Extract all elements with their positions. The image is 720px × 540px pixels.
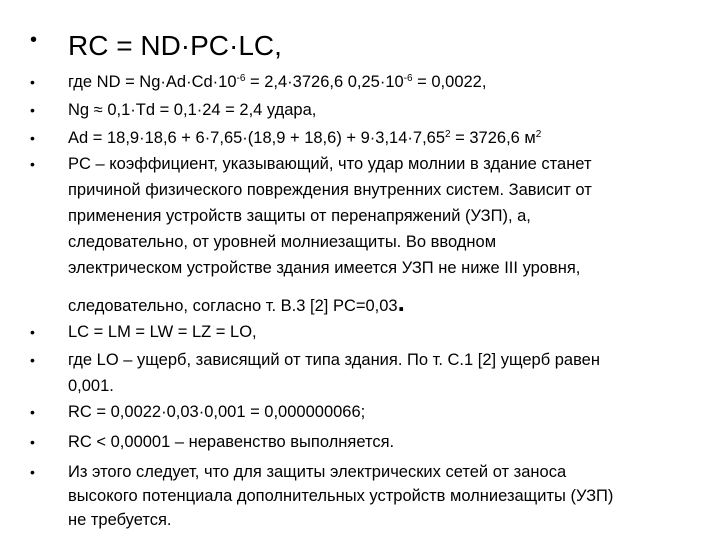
pc-text-line: электрическом устройстве здания имеется УЗП не ниже III уровня, (68, 259, 581, 277)
ad-formula (68, 126, 698, 150)
bullet: • (30, 102, 35, 118)
bullet: • (30, 324, 35, 340)
bullet: • (30, 130, 35, 146)
rc-result: RC = 0,0022·0,03·0,001 = 0,000000066; (68, 403, 366, 421)
nd-formula (68, 70, 698, 94)
pc-text-line: следовательно, от уровней молниезащиты. Во вводном (68, 233, 497, 251)
bullet: • (30, 434, 35, 450)
nd-exponent: -6 (403, 73, 413, 84)
nd-exponent: -6 (236, 73, 246, 84)
pc-text-line: причиной физического повреждения внутренних систем. Зависит от (68, 181, 592, 199)
lo-text-line: 0,001. (68, 377, 114, 395)
nd-formula-part: где ND = Ng·Ad·Cd·10 (68, 73, 237, 91)
ad-formula-part: Ad = 18,9·18,6 + 6·7,65·(18,9 + 18,6) + 9·3,14·7,65 (68, 129, 446, 147)
inequality-text: RC < 0,00001 – неравенство выполняется. (68, 433, 395, 451)
conclusion-text-line: Из этого следует, что для защиты электрических сетей от заноса (68, 463, 567, 481)
lo-text-line: где LO – ущерб, зависящий от типа здания. По т. С.1 [2] ущерб равен (68, 351, 600, 369)
bullet: • (30, 29, 38, 51)
ad-exponent: 2 (535, 129, 542, 140)
bullet: • (30, 156, 35, 172)
pc-text-line: PC – коэффициент, указывающий, что удар молнии в здание станет (68, 155, 592, 173)
pc-text-line: применения устройств защиты от перенапряжений (УЗП), а, (68, 207, 531, 225)
bullet: • (30, 352, 35, 368)
bullet: • (30, 74, 35, 90)
bullet: • (30, 464, 35, 480)
conclusion-text-line: высокого потенциала дополнительных устройств молниезащиты (УЗП) (68, 487, 614, 505)
ad-exponent: 2 (445, 129, 451, 140)
slide-title: RC = ND·PC·LC, (68, 30, 282, 61)
bullet: • (30, 404, 35, 420)
pc-dot: . (397, 287, 405, 317)
pc-conclusion: следовательно, согласно т. В.3 [2] PC=0,03 (68, 297, 398, 315)
lc-formula: LC = LM = LW = LZ = LO, (68, 323, 257, 341)
conclusion-text-line: не требуется. (68, 511, 172, 529)
pc-text-last-line (68, 287, 698, 318)
nd-formula-part: = 2,4·3726,6 0,25·10 (245, 73, 404, 91)
ng-formula: Ng ≈ 0,1·Td = 0,1·24 = 2,4 удара, (68, 101, 317, 119)
nd-formula-part: = 0,0022, (412, 73, 487, 91)
ad-formula-part: = 3726,6 м (450, 129, 536, 147)
